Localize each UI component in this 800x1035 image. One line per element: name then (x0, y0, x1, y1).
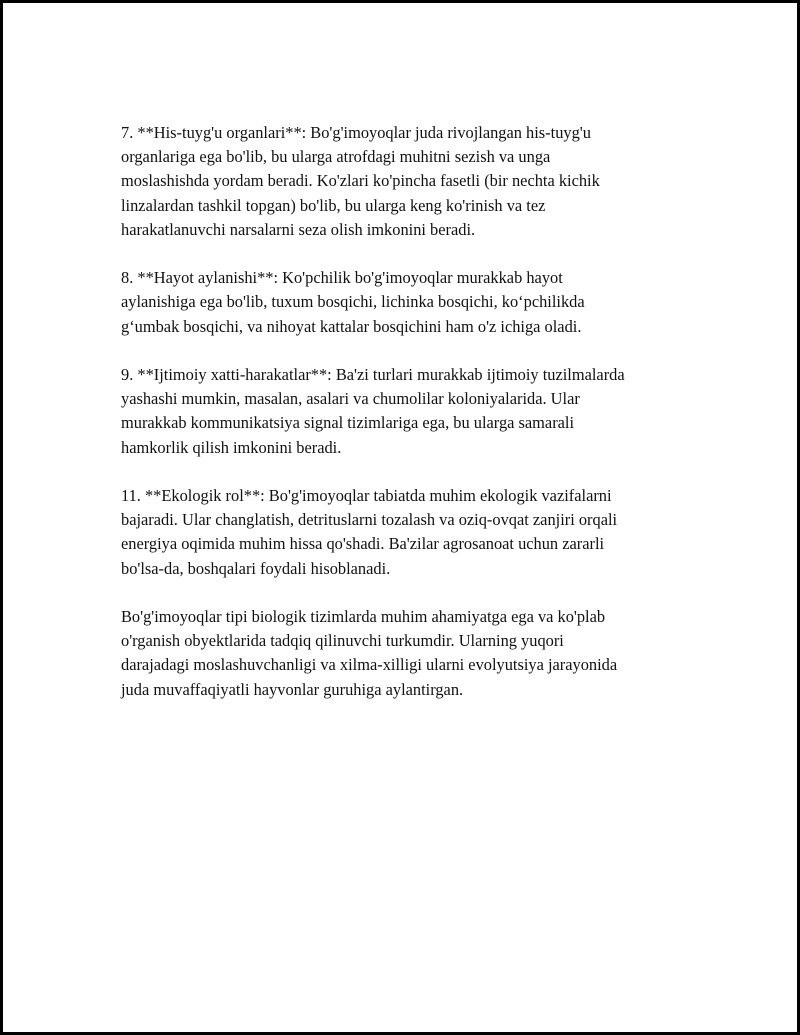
paragraph-sense-organs (121, 121, 701, 242)
text-line: 8. **Hayot aylanishi**: Ko'pchilik bo'g'imoyoqlar murakkab hayot (121, 268, 563, 288)
text-line: 11. **Ekologik rol**: Bo'g'imoyoqlar tabiatda muhim ekologik vazifalarni (121, 486, 612, 505)
text-line: aylanishiga ega bo'lib, tuxum bosqichi, lichinka bosqichi, ko‘pchilikda (121, 292, 585, 312)
text-line: energiya oqimida muhim hissa qo'shadi. Ba'zilar agrosanoat uchun zararli (121, 534, 605, 554)
text-line: harakatlanuvchi narsalarni seza olish imkonini beradi. (121, 219, 476, 239)
text-line: murakkab kommunikatsiya signal tizimlariga ega, bu ularga samarali (121, 413, 575, 433)
paragraph-social-behavior (121, 363, 701, 460)
paragraph-ecological-role (121, 484, 701, 581)
document-body (121, 121, 701, 726)
text-line: juda muvaffaqiyatli hayvonlar guruhiga aylantirgan. (121, 679, 464, 699)
paragraph-conclusion (121, 605, 701, 702)
text-line: organlariga ega bo'lib, bu ularga atrofdagi muhitni sezish va unga (121, 147, 551, 167)
text-line: o'rganish obyektlarida tadqiq qilinuvchi turkumdir. Ularning yuqori (121, 631, 564, 651)
text-line: linzalardan tashkil topgan) bo'lib, bu ularga keng ko'rinish va tez (121, 195, 546, 215)
text-line: darajadagi moslashuvchanligi va xilma-xilligi ularni evolyutsiya jarayonida (121, 655, 618, 675)
text-line: Bo'g'imoyoqlar tipi biologik tizimlarda muhim ahamiyatga ega va ko'plab (121, 607, 606, 626)
text-line: moslashishda yordam beradi. Ko'zlari ko'pincha fasetli (bir nechta kichik (121, 171, 600, 191)
text-line: 9. **Ijtimoiy xatti-harakatlar**: Ba'zi turlari murakkab ijtimoiy tuzilmalarda (121, 365, 625, 384)
text-line: yashashi mumkin, masalan, asalari va chumolilar koloniyalarida. Ular (121, 389, 580, 409)
text-line: 7. **His-tuyg'u organlari**: Bo'g'imoyoqlar juda rivojlangan his-tuyg'u (121, 123, 591, 142)
text-line: g‘umbak bosqichi, va nihoyat kattalar bosqichini ham o'z ichiga oladi. (121, 316, 582, 336)
paragraph-life-cycle (121, 266, 701, 339)
text-line: bo'lsa-da, boshqalari foydali hisoblanadi. (121, 558, 391, 578)
text-line: bajaradi. Ular changlatish, detrituslarni tozalash va oziq-ovqat zanjiri orqali (121, 510, 618, 530)
text-line: hamkorlik qilish imkonini beradi. (121, 437, 342, 457)
